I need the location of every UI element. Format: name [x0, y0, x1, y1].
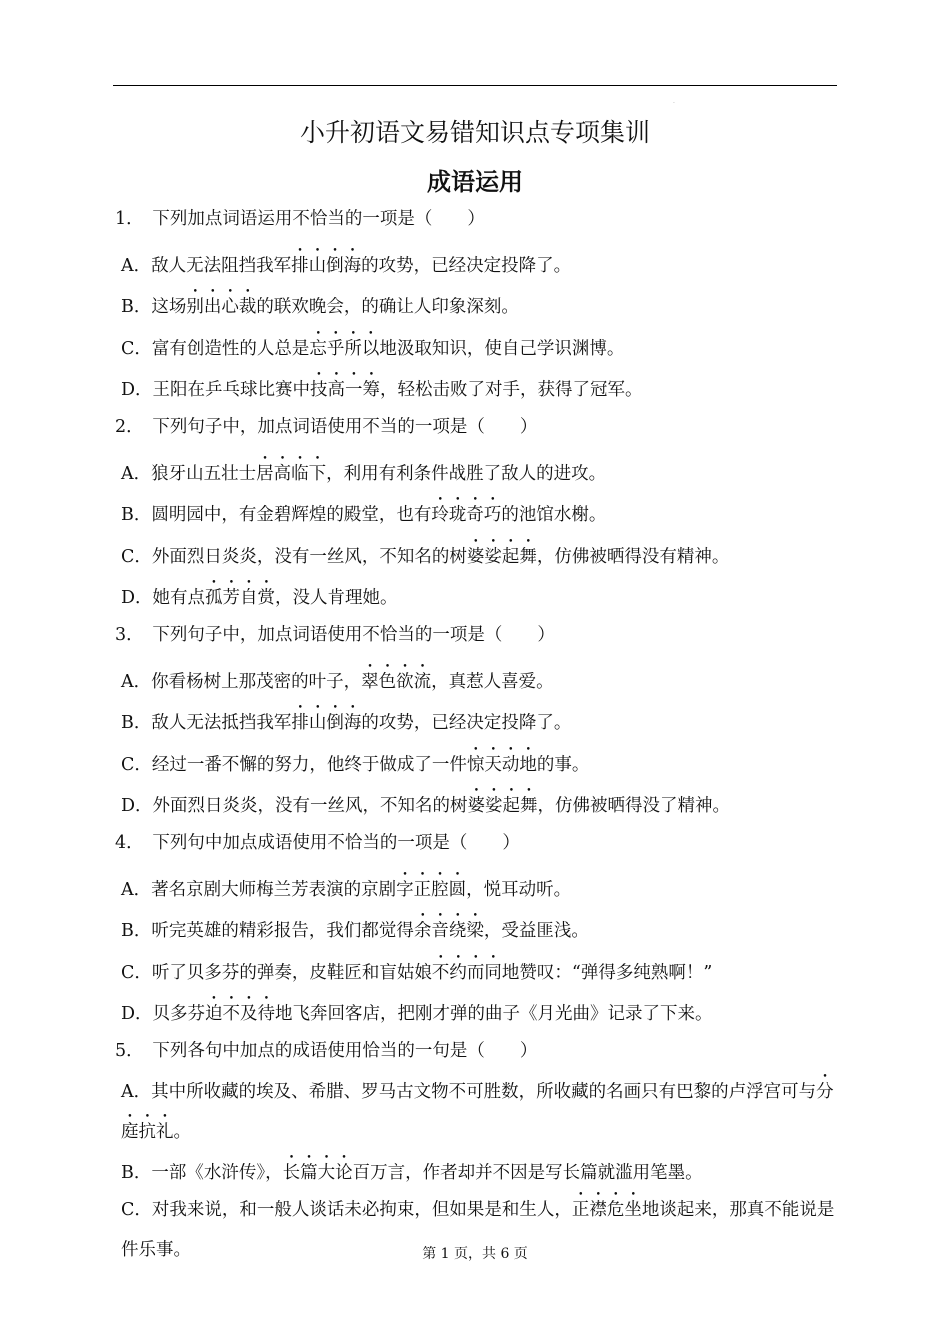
option-text: B．圆明园中，有金碧辉煌的殿堂，也有 — [121, 505, 432, 526]
option-text: C．外面烈日炎炎，没有一丝风，不知名的树 — [121, 546, 467, 567]
emphasized-idiom: 玲珑奇巧 — [431, 505, 502, 526]
option-text: ，利用有利条件战胜了敌人的进攻。 — [326, 463, 607, 484]
emphasized-idiom: 孤芳自赏 — [205, 588, 276, 609]
emphasized-idiom: 忘乎所以 — [309, 338, 380, 359]
option — [113, 662, 839, 692]
option-text: D．她有点 — [121, 588, 206, 609]
option-text: ，轻松击败了对手，获得了冠军。 — [380, 380, 643, 401]
option — [113, 329, 839, 359]
option-text: C．听了贝多芬的弹奏，皮鞋匠和盲姑娘 — [121, 962, 432, 983]
question-stem: 4． 下列句中加点成语使用不恰当的一项是（ ） — [115, 832, 520, 853]
emphasized-idiom: 翠色欲流 — [361, 671, 432, 692]
emphasized-idiom: 排山倒海 — [291, 255, 362, 276]
corner-mark: · — [673, 100, 675, 107]
option-text: ，受益匪浅。 — [483, 921, 589, 942]
emphasized-idiom: 字正腔圆 — [396, 879, 467, 900]
option-text: C．对我来说，和一般人谈话未必拘束，但如果是和生人， — [121, 1200, 572, 1221]
emphasized-idiom: 惊天动地 — [466, 754, 537, 775]
option — [113, 454, 839, 484]
option-text: A．狼牙山五壮士 — [121, 463, 257, 484]
header-rule — [113, 85, 837, 86]
option-text: 地赞叹：“弹得多纯熟啊！” — [501, 962, 713, 983]
option-text: 地飞奔回客店，把刚才弹的曲子《月光曲》记录了下来。 — [275, 1004, 713, 1025]
option-text: D．王阳在乒乓球比赛中 — [121, 380, 311, 401]
emphasized-idiom: 分庭抗礼 — [121, 1082, 834, 1143]
option-text: 的联欢晚会，的确让人印象深刻。 — [256, 297, 519, 318]
question-stem: 5． 下列各句中加点的成语使用恰当的一句是（ ） — [115, 1040, 538, 1061]
option — [113, 870, 839, 900]
option — [113, 1072, 839, 1152]
option — [113, 703, 839, 733]
option-text: ，仿佛被晒得没了精神。 — [537, 796, 731, 817]
option-text: 的攻势，已经决定投降了。 — [361, 713, 572, 734]
option-text: 的池馆水榭。 — [501, 505, 607, 526]
option-text: 。 — [173, 1122, 191, 1143]
option-text: A．你看杨树上那茂密的叶子， — [121, 671, 362, 692]
emphasized-idiom: 居高临下 — [256, 463, 327, 484]
emphasized-idiom: 余音绕梁 — [413, 921, 484, 942]
question-stem: 2． 下列句子中，加点词语使用不当的一项是（ ） — [115, 416, 538, 437]
emphasized-idiom: 技高一筹 — [310, 380, 381, 401]
option-text: B．听完英雄的精彩报告，我们都觉得 — [121, 921, 414, 942]
page-footer: 第 1 页，共 6 页 — [422, 1246, 528, 1262]
emphasized-idiom: 婆娑起舞 — [467, 796, 538, 817]
option-text: D．贝多芬 — [121, 1004, 206, 1025]
option-text: 的攻势，已经决定投降了。 — [361, 255, 572, 276]
emphasized-idiom: 正襟危坐 — [571, 1200, 642, 1221]
document-subtitle: 成语运用 — [427, 168, 523, 196]
option — [113, 1153, 839, 1183]
option — [113, 953, 839, 983]
option — [113, 911, 839, 941]
option-text: 地谈起来，那真不能说是件乐事。 — [121, 1200, 835, 1261]
option — [113, 495, 839, 525]
option — [113, 287, 839, 317]
option-text: B．一部《水浒传》， — [121, 1163, 283, 1184]
emphasized-idiom: 长篇大论 — [282, 1163, 353, 1184]
option — [113, 578, 839, 608]
emphasized-idiom: 不约而同 — [431, 962, 502, 983]
option-text: C．经过一番不懈的努力，他终于做成了一件 — [121, 754, 467, 775]
emphasized-idiom: 婆娑起舞 — [466, 546, 537, 567]
emphasized-idiom: 迫不及待 — [205, 1004, 276, 1025]
option-text: 地汲取知识，使自己学识渊博。 — [379, 338, 625, 359]
option-text: C．富有创造性的人总是 — [121, 338, 310, 359]
option-text: 的事。 — [536, 754, 590, 775]
option-text: 百万言，作者却并不因是写长篇就滥用笔墨。 — [352, 1163, 703, 1184]
question-list — [113, 204, 839, 1271]
option-text: D．外面烈日炎炎，没有一丝风，不知名的树 — [121, 796, 468, 817]
document-title: 小升初语文易错知识点专项集训 — [299, 118, 650, 147]
option — [113, 745, 839, 775]
option-text: ，悦耳动听。 — [466, 879, 572, 900]
option-text: ，真惹人喜爱。 — [431, 671, 554, 692]
option — [113, 246, 839, 276]
option — [113, 537, 839, 567]
emphasized-idiom: 排山倒海 — [291, 713, 362, 734]
option-text: ，没人肯理她。 — [275, 588, 398, 609]
option-text: A．著名京剧大师梅兰芳表演的京剧 — [121, 879, 397, 900]
option — [113, 370, 839, 400]
question-stem: 3． 下列句子中，加点词语使用不恰当的一项是（ ） — [115, 624, 555, 645]
option — [113, 786, 839, 816]
option — [113, 994, 839, 1024]
option-text: ，仿佛被晒得没有精神。 — [536, 546, 730, 567]
option-text: B．这场 — [121, 297, 187, 318]
emphasized-idiom: 别出心裁 — [186, 297, 257, 318]
question-stem: 1． 下列加点词语运用不恰当的一项是（ ） — [115, 209, 485, 229]
option-text: B．敌人无法抵挡我军 — [121, 713, 292, 734]
option-text: A．敌人无法阻挡我军 — [121, 255, 292, 276]
option-text: A．其中所收藏的埃及、希腊、罗马古文物不可胜数，所收藏的名画只有巴黎的卢浮宫可与 — [121, 1082, 817, 1103]
